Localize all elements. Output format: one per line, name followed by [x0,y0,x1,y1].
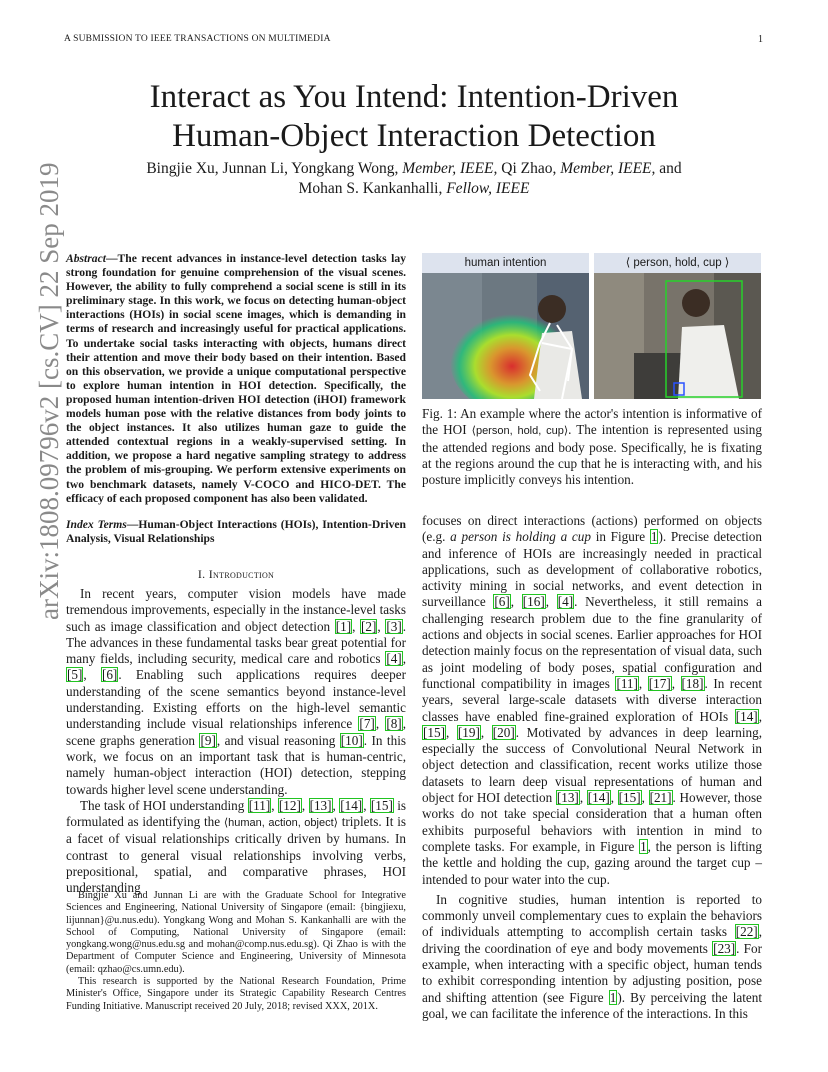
index-terms-text: —Human-Object Interactions (HOIs), Intention-Driven Analysis, Visual Relationships [66,518,406,546]
citation-link[interactable]: [13] [556,790,579,806]
citation-link[interactable]: [15] [370,797,393,813]
page-number: 1 [758,34,763,45]
authors-part-2: Qi Zhao, [497,160,561,177]
citation-link[interactable]: [11] [616,675,638,691]
figure-link[interactable]: 1 [609,989,617,1005]
citation-link[interactable]: [9] [200,732,216,748]
figure-panel-intention [422,253,589,399]
citation-link[interactable]: [5] [67,667,83,683]
citation-link[interactable]: [6] [494,594,510,610]
authors-part-3: Mohan S. Kankanhalli, [298,180,447,197]
author-role-1: Member, IEEE, [402,160,498,177]
right-paragraph-1: focuses on direct interactions (actions) performed on objects (e.g. a person is holding a cup in Figure 1). Precise detection and inference of HOIs are increasingly needed in practical applications, such as development of collaborative robotics, activity mining in social networks, and event detection in surveillance [6], [16], [4]. Nevertheless, it still remains a challenging research problem due to the fine granularity of actions and objects in social scenes. Earlier approaches for HOI detection mainly focus on the representation of visual data, such as joint modeling of body poses, spatial configuration and functional compatibility in images [11], [17], [18]. In recent years, several large-scale datasets with diverse interaction classes have enabled fine-grained exploration of HOIs [14], [15], [19], [20]. Motivated by advances in deep learning, especially the success of Convolutional Neural Network in object detection and classification, recent works utilize those datasets to learn deep visual representations of human and object for HOI detection [13], [14], [15], [21]. However, those works do not take special consideration that a human often exhibits purposeful behaviors with intention in mind to complete tasks. For example, in Figure 1, the person is lifting the kettle and holding the cup, gazing around the target cup – intended to pour water into the cup. [422,513,763,887]
figure-caption: Fig. 1: An example where the actor's intention is informative of the HOI ⟨person, hold, cup⟩. The intention is represented using the attended regions and body pose. Specifically, he is fixating at the regions around the cup that he is interacting with, and his posture implicitly conveys his intention. [422,406,762,488]
citation-link[interactable]: [22] [735,924,758,940]
author-role-3: Fellow, IEEE [446,180,530,197]
citation-link[interactable]: [18] [681,675,704,691]
authors-part-2-tail: and [655,160,682,177]
footnote [66,890,406,1013]
author-list [64,159,764,199]
citation-link[interactable]: [13] [309,797,332,813]
citation-link[interactable]: [11] [248,797,271,813]
citation-link[interactable]: [14] [587,790,610,806]
citation-link[interactable]: [8] [386,716,402,732]
citation-link[interactable]: [1] [335,618,352,634]
right-column-text [422,513,762,1022]
example-phrase: a person is holding a cup [450,529,591,545]
citation-link[interactable]: [17] [648,675,671,691]
intention-image [422,253,589,399]
index-terms-label: Index Terms [66,518,127,531]
footnote-affiliations: Bingjie Xu and Junnan Li are with the Graduate School for Integrative Sciences and Engineering, National University of Singapore (email: {bingjiexu, lijunnan}@u.nus.edu). Yongkang Wong and Mohan S. Kankanhalli are with the School of Computing, National University of Singapore (email: yongkang.wong@nus.edu.sg and mohan@comp.nus.edu.sg). Qi Zhao is with the Department of Computer Science and Engineering, University of Minnesota (email: qzhao@cs.umn.edu). [66,890,406,975]
title-line-1: Interact as You Intend: Intention-Driven [149,79,679,115]
figure-link[interactable]: 1 [650,529,658,545]
running-header: A SUBMISSION TO IEEE TRANSACTIONS ON MULTIMEDIA [64,34,331,44]
author-role-2: Member, IEEE, [560,160,656,177]
abstract-label: Abstract [66,252,106,265]
citation-link[interactable]: [4] [386,651,402,667]
right-paragraph-2: In cognitive studies, human intention is reported to commonly unveil complementary cues to explain the behaviors of individuals attempting to accomplish certain tasks [22], driving the coordination of eye and body movements [23]. For example, when interacting with a specific object, human tends to exhibit corresponding intention by adjusting position, pose and shifting attention (see Figure 1). By perceiving the latent goal, we can facilitate the inference of the interactions. In this [422,891,762,1021]
citation-link[interactable]: [14] [340,797,363,813]
figure-label-intention: human intention [422,253,589,273]
citation-link[interactable]: [16] [522,594,545,610]
introduction-text [66,586,406,897]
citation-link[interactable]: [12] [278,797,301,813]
intro-paragraph-2: The task of HOI understanding [11], [12], [13], [14], [15] is formulated as identifying the ⟨human, action, object⟩ triplets. It is a facet of visual relationships critically driven by humans. In contrast to general visual relationships involving verbs, prepositional, spatial, and comparative phrases, HOI understanding [66,797,407,896]
abstract [66,252,406,506]
figure-link[interactable]: 1 [640,838,647,854]
section-heading: I. Introduction [197,567,275,581]
figure-1 [422,253,762,399]
citation-link[interactable]: [15] [423,724,445,740]
footnote-funding: This research is supported by the National Research Foundation, Prime Minister's Office, Singapore under its Strategic Capability Research Centres Funding Initiative. Manuscript received 20 July, 2018; revised XXX, 201X. [66,976,406,1012]
intro-paragraph-1: In recent years, computer vision models have made tremendous improvements, especially in the instance-level tasks such as image classification and object detection [1], [2], [3]. The advances in these fundamental tasks bear great potential for many fields, including security, medical care and robotics [4], [5], [6]. Enabling such applications requires deeper understanding of the scene semantics beyond instance-level understanding. Existing efforts on the high-level semantic understanding include visual relationships inference [7], [8], scene graphs generation [9], and visual reasoning [10]. In this work, we focus on an important task that is human-centric, namely human-object interaction (HOI) detection, stepping towards higher level scene understanding. [66,586,407,797]
citation-link[interactable]: [14] [735,708,758,724]
figure-panel-hoi [594,253,761,399]
citation-link[interactable]: [23] [713,940,736,956]
citation-link[interactable]: [10] [340,732,363,748]
hoi-image [594,253,761,399]
citation-link[interactable]: [20] [492,724,515,740]
caption-triplet: ⟨person, hold, cup⟩ [471,425,569,438]
citation-link[interactable]: [3] [386,618,402,634]
citation-link[interactable]: [7] [359,716,375,732]
arxiv-identifier: arXiv:1808.09796v2 [cs.CV] 22 Sep 2019 [34,162,64,620]
citation-link[interactable]: [21] [649,790,672,806]
triplet-notation: ⟨human, action, object⟩ [223,817,338,830]
title-line-2: Human-Object Interaction Detection [172,118,656,154]
citation-link[interactable]: [15] [618,790,641,806]
abstract-text: —The recent advances in instance-level detection tasks lay strong foundation for genuine comprehension of the visual scenes. However, the ability to fully comprehend a social scene is still in its preliminary stage. In this work, we focus on detecting human-object interactions (HOIs) in social scene images, which is demanding in terms of research and increasingly useful for practical applications. To undertake social tasks interacting with objects, humans direct their attention and move their body based on their intention. Based on this observation, we provide a unique computational perspective to explore human intention in HOI detection. Specifically, the proposed human intention-driven HOI detection (iHOI) framework models human pose with the relative distances from body joints to the object instances. It also utilizes human gaze to guide the attended contextual regions in a weakly-supervised setting. In addition, we propose a hard negative sampling strategy to address the problem of mis-grouping. We perform extensive experiments on two benchmark datasets, namely V-COCO and HICO-DET. The efficacy of each proposed component has also been validated. [66,252,406,505]
figure-label-hoi: ⟨ person, hold, cup ⟩ [594,253,761,273]
citation-link[interactable]: [2] [361,618,377,634]
index-terms [66,518,406,546]
citation-link[interactable]: [19] [457,724,480,740]
authors-part-1: Bingjie Xu, Junnan Li, Yongkang Wong, [146,160,403,177]
paper-title [64,78,764,156]
citation-link[interactable]: [6] [101,667,118,683]
citation-link[interactable]: [4] [557,594,574,610]
